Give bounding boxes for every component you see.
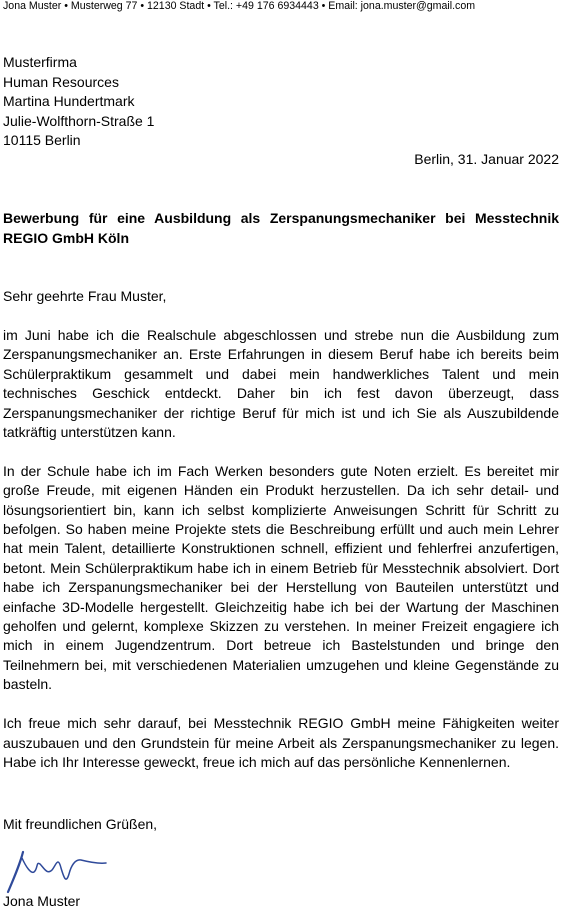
handwritten-signature: [3, 840, 113, 896]
recipient-city: 10115 Berlin: [3, 132, 81, 149]
recipient-address: [3, 53, 154, 151]
recipient-person: Martina Hundertmark: [3, 93, 135, 110]
body-paragraph: Ich freue mich sehr darauf, bei Messtechnik REGIO GmbH meine Fähigkeiten weiter auszubauen und den Grundstein für meine Arbeit als Zerspanungsmechaniker zu legen. Habe ich Ihr Interesse geweckt, freue ich mich auf das persönliche Kennenlernen.: [3, 715, 559, 770]
letter-date: Berlin, 31. Januar 2022: [414, 151, 559, 167]
letter-body: [3, 326, 559, 792]
salutation: Sehr geehrte Frau Muster,: [3, 288, 167, 304]
sender-header: Jona Muster • Musterweg 77 • 12130 Stadt • Tel.: +49 176 6934443 • Email: jona.muster@gmail.com: [3, 0, 476, 12]
body-paragraph: In der Schule habe ich im Fach Werken besonders gute Noten erzielt. Es bereitet mir große Freude, mit eigenen Händen ein Produkt herzustellen. Da ich sehr detail- und lösungsorientiert bin, kann ich selbst komplizierte Anweisungen Schritt für Schritt zu befolgen. So haben meine Projekte stets die Beschreibung erfüllt und auch mein Lehrer hat mein Talent, detaillierte Konstruktionen schnell, effizient und fehlerfrei anzufertigen, betont. Mein Schülerpraktikum habe ich in einem Betrieb für Messtechnik absolviert. Dort habe ich Zerspanungsmechaniker bei der Herstellung von Bauteilen unterstützt und einfache 3D-Modelle hergestellt. Gleichzeitig habe ich bei der Wartung der Maschinen geholfen und gelernt, komplexe Skizzen zu verstehen. In meiner Freizeit engagiere ich mich in einem Jugendzentrum. Dort betreue ich Bastelstunden und bringe den Teilnehmern bei, mit verschiedenen Materialien umzugehen und kleine Gegenstände zu basteln.: [3, 462, 559, 693]
recipient-department: Human Resources: [3, 73, 119, 90]
subject-line: Bewerbung für eine Ausbildung als Zerspanungsmechaniker bei Messtechnik REGIO GmbH Köln: [3, 210, 559, 246]
closing: Mit freundlichen Grüßen,: [3, 816, 158, 832]
recipient-street: Julie-Wolfthorn-Straße 1: [3, 112, 155, 129]
body-paragraph: im Juni habe ich die Realschule abgeschlossen und strebe nun die Ausbildung zum Zerspanungsmechaniker an. Erste Erfahrungen in diesem Beruf habe ich bereits beim Schülerpraktikum gesammelt und dabei mein handwerkliches Talent und mein technisches Geschick entdeckt. Daher bin ich fest davon überzeugt, dass Zerspanungsmechaniker der richtige Beruf für mich ist und ich Sie als Auszubildende tatkräftig unterstützen kann.: [3, 327, 559, 441]
recipient-company: Musterfirma: [3, 54, 77, 70]
signer-name: Jona Muster: [3, 893, 81, 909]
